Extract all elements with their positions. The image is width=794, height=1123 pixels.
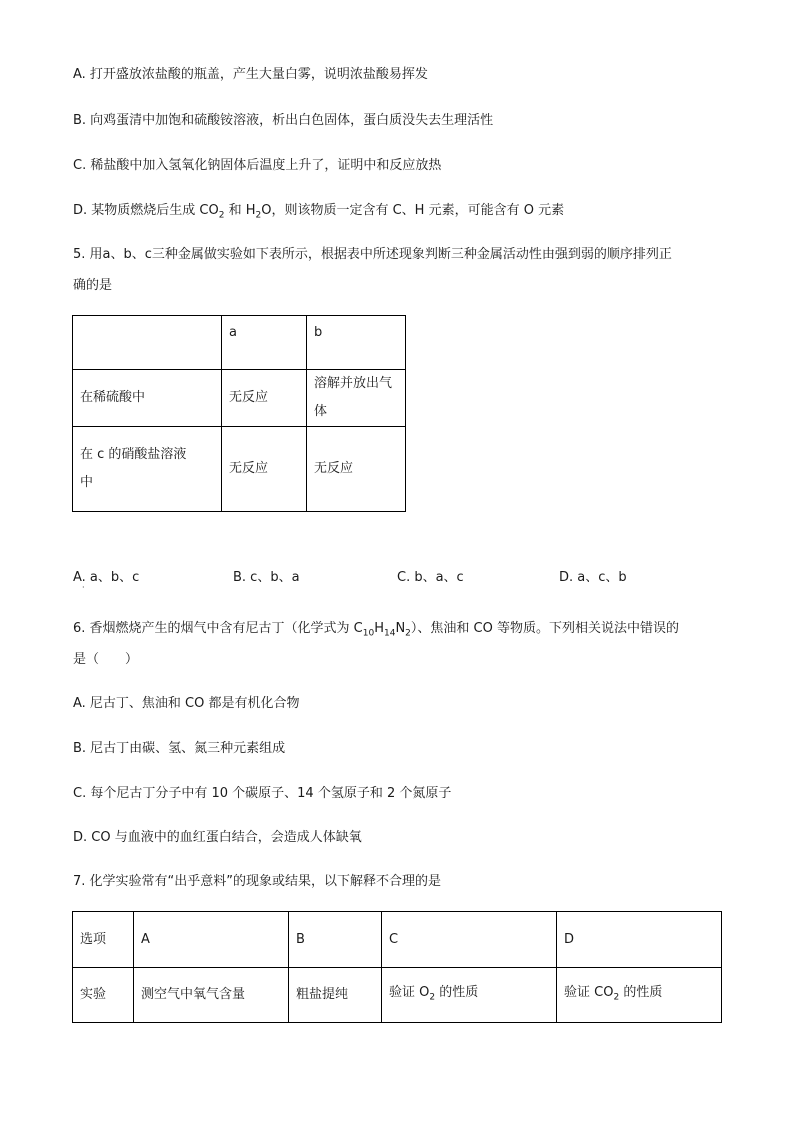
q7-header-b: B bbox=[289, 912, 382, 968]
q5-option-b: B. c、b、a bbox=[233, 570, 300, 585]
q5-row-label-acid: 在稀硫酸中 bbox=[73, 370, 222, 427]
q5-option-d: D. a、c、b bbox=[559, 570, 627, 585]
q6-stem-line2: 是（ ） bbox=[73, 652, 139, 667]
q7-table-header-row bbox=[73, 912, 722, 968]
q4-option-b: B. 向鸡蛋清中加饱和硫酸铵溶液，析出白色固体，蛋白质没失去生理活性 bbox=[73, 113, 494, 128]
q7-table-experiment-row bbox=[73, 968, 722, 1023]
q7-stem: 7. 化学实验常有“出乎意料”的现象或结果，以下解释不合理的是 bbox=[73, 874, 442, 889]
q5-table-header-empty bbox=[73, 316, 222, 370]
q7-cell-a: 测空气中氧气含量 bbox=[134, 968, 289, 1023]
q7-header-c: C bbox=[382, 912, 557, 968]
q5-stem-line1: 5. 用a、b、c三种金属做实验如下表所示，根据表中所述现象判断三种金属活动性由强到弱的顺序排列正 bbox=[73, 247, 672, 262]
q6-option-c: C. 每个尼古丁分子中有 10 个碳原子、14 个氢原子和 2 个氮原子 bbox=[73, 786, 452, 801]
q7-cell-c: 验证 $O_2$ 的性质 bbox=[382, 968, 557, 1023]
q7-header-a: A bbox=[134, 912, 289, 968]
q5-cell-acid-a: 无反应 bbox=[222, 370, 307, 427]
q5-table bbox=[72, 315, 406, 512]
q5-stem-line2: 确的是 bbox=[73, 278, 113, 293]
q5-cell-nitrate-b: 无反应 bbox=[307, 427, 406, 512]
q5-table-header-a: a bbox=[222, 316, 307, 370]
q5-option-c: C. b、a、c bbox=[397, 570, 464, 585]
q6-option-d: D. CO 与血液中的血红蛋白结合，会造成人体缺氧 bbox=[73, 830, 362, 845]
q7-header-option: 选项 bbox=[73, 912, 134, 968]
q7-cell-d: 验证 $CO_2$ 的性质 bbox=[557, 968, 722, 1023]
q7-cell-b: 粗盐提纯 bbox=[289, 968, 382, 1023]
q5-cell-acid-b: 溶解并放出气体 bbox=[307, 370, 406, 427]
q4-option-a: A. 打开盛放浓盐酸的瓶盖，产生大量白雾，说明浓盐酸易挥发 bbox=[73, 67, 428, 82]
q5-table-row-nitrate bbox=[73, 427, 406, 512]
q4-option-c: C. 稀盐酸中加入氢氧化钠固体后温度上升了，证明中和反应放热 bbox=[73, 158, 442, 173]
q7-row-label: 实验 bbox=[73, 968, 134, 1023]
stray-dot: · bbox=[82, 583, 85, 592]
q6-stem-line1: 6. 香烟燃烧产生的烟气中含有尼古丁（化学式为 $C_{10}H_{14}N_2$）、焦油和 CO 等物质。下列相关说法中错误的 bbox=[73, 621, 679, 639]
q5-option-a: A. a、b、c bbox=[73, 570, 140, 585]
q5-row-label-nitrate: 在 c 的硝酸盐溶液 中 bbox=[73, 427, 222, 512]
q5-table-header-b: b bbox=[307, 316, 406, 370]
q5-cell-nitrate-a: 无反应 bbox=[222, 427, 307, 512]
q6-option-b: B. 尼古丁由碳、氢、氮三种元素组成 bbox=[73, 741, 286, 756]
q7-header-d: D bbox=[557, 912, 722, 968]
q4-option-d: D. 某物质燃烧后生成 $CO_2$ 和 $H_2O$，则该物质一定含有 C、H 元素，可能含有 O 元素 bbox=[73, 203, 565, 221]
q6-option-a: A. 尼古丁、焦油和 CO 都是有机化合物 bbox=[73, 696, 300, 711]
q5-options bbox=[73, 566, 673, 584]
q5-table-row-acid bbox=[73, 370, 406, 427]
q7-table bbox=[72, 911, 722, 1023]
q5-table-header-row bbox=[73, 316, 406, 370]
